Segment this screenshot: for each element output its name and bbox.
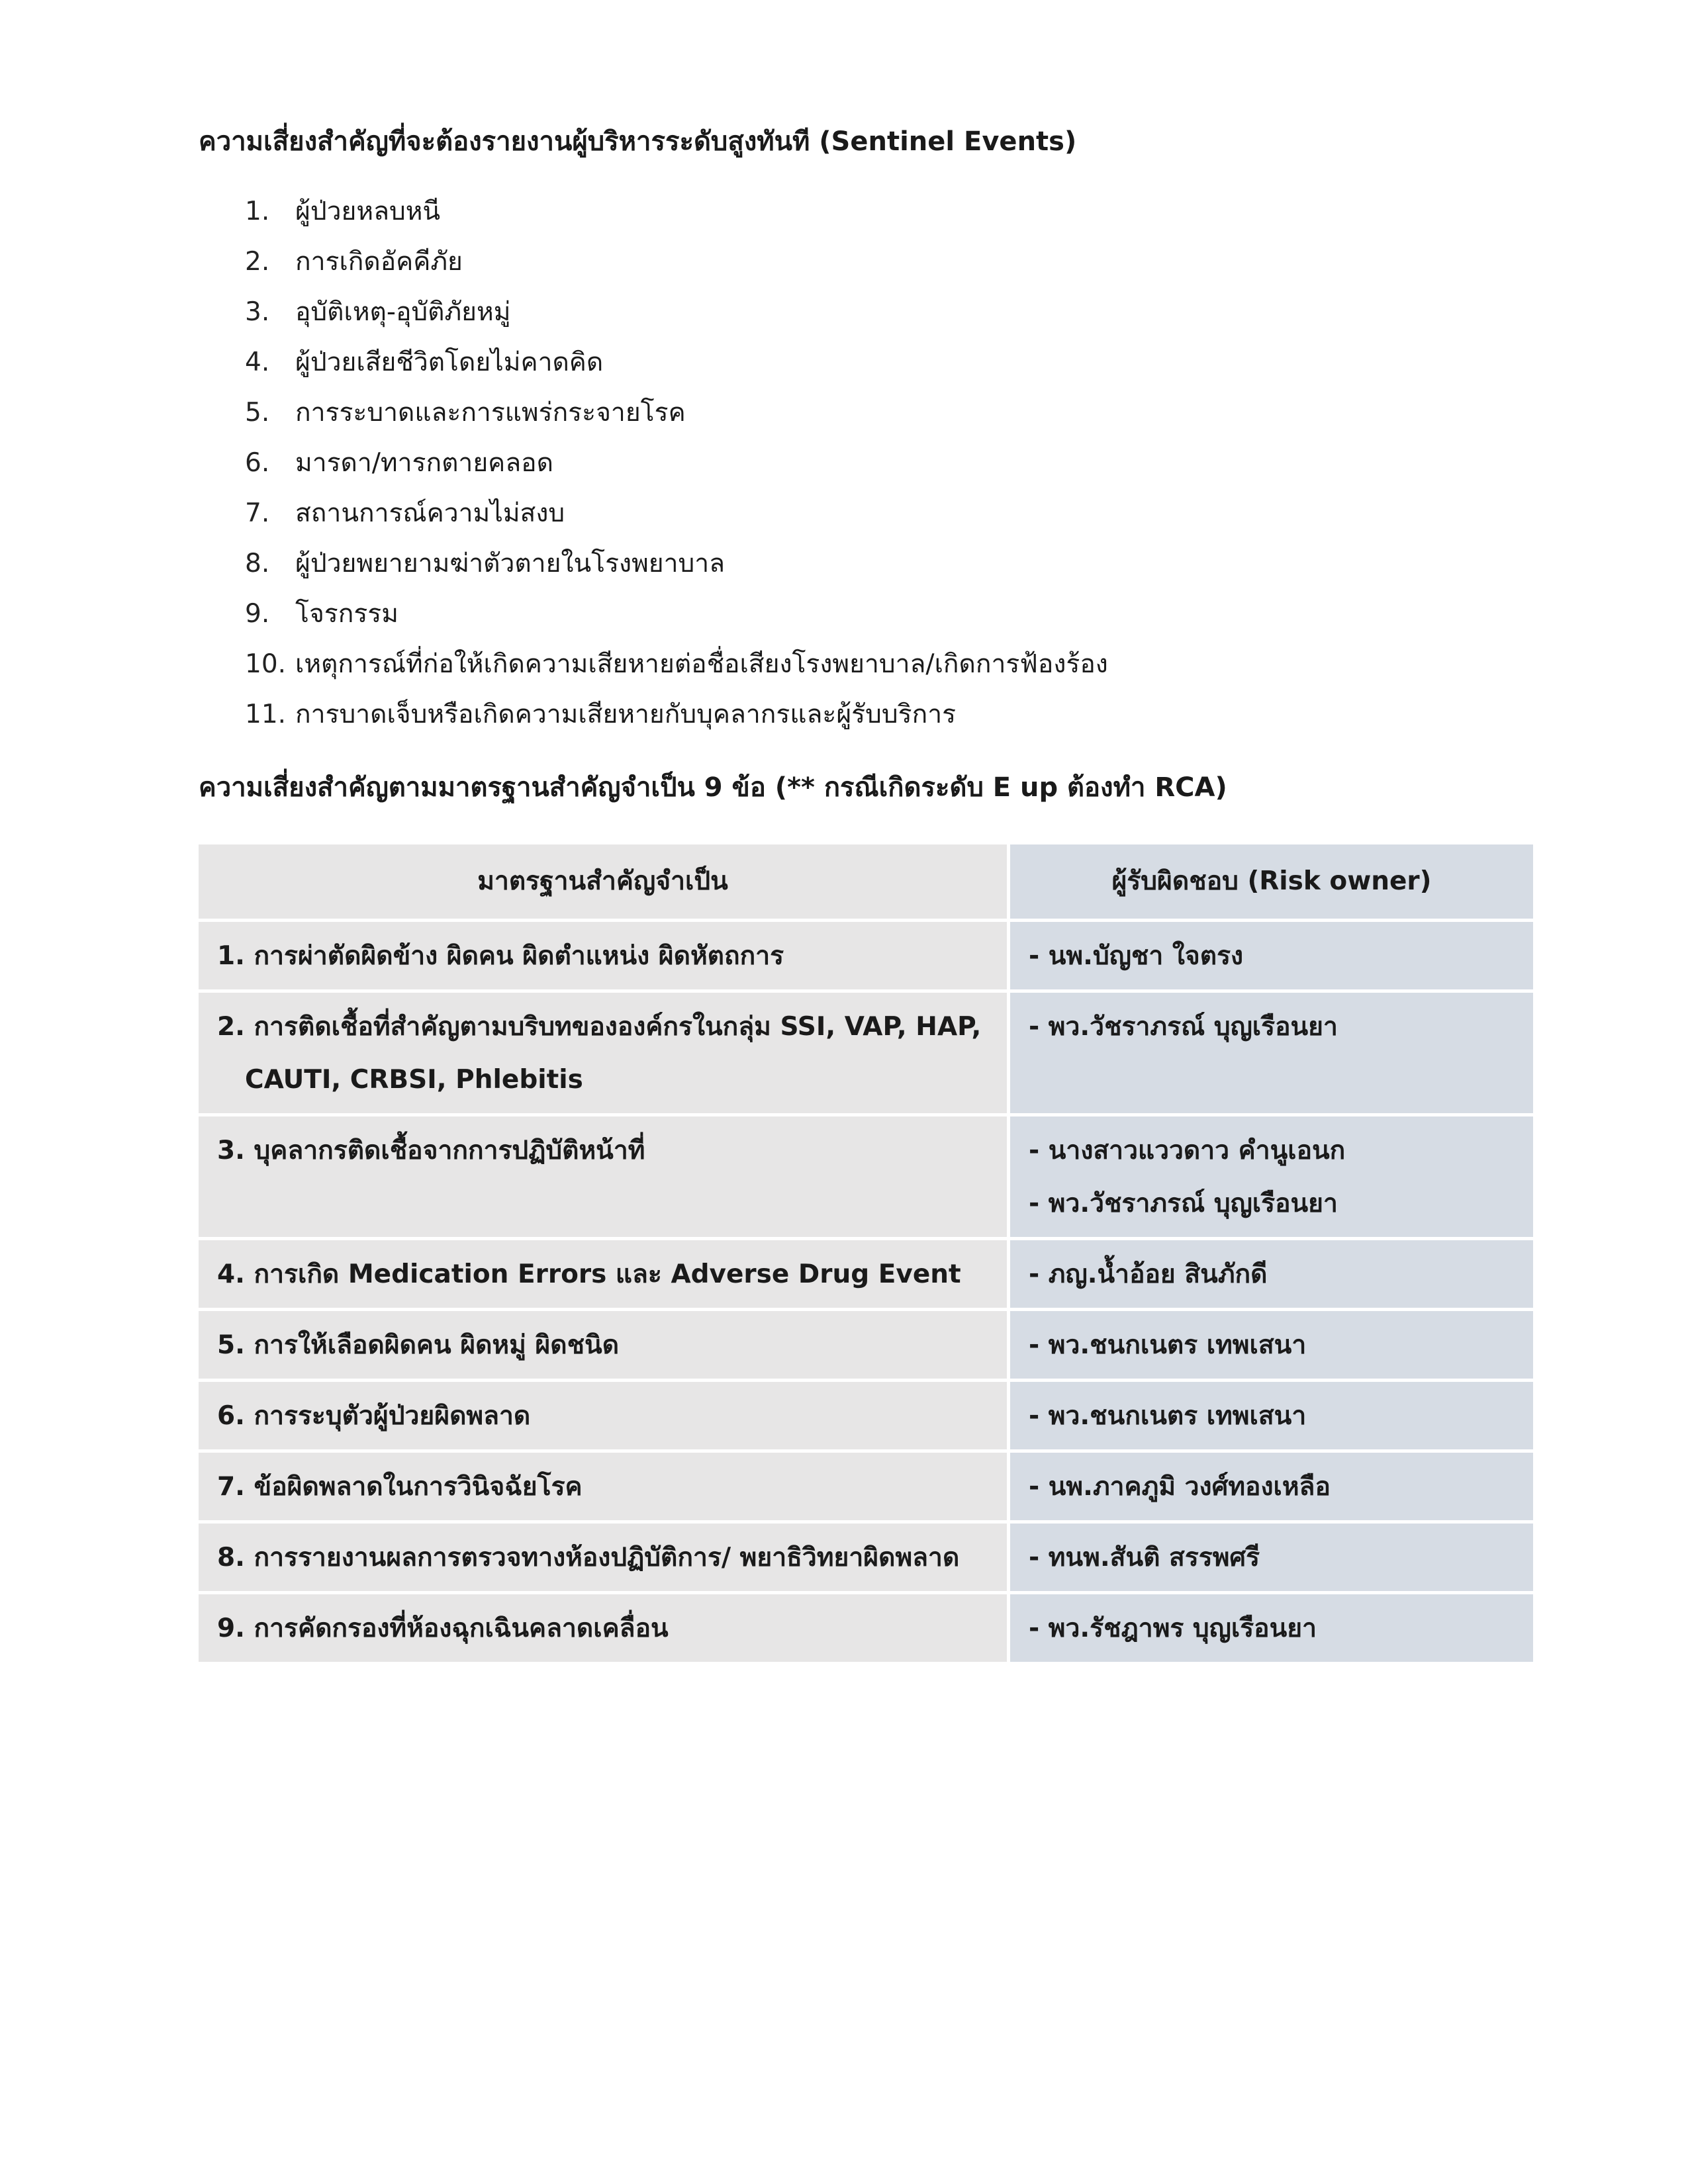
owner-name: - นพ.บัญชา ใจตรง xyxy=(1029,941,1244,971)
table-row xyxy=(199,922,1533,993)
owner-name: - พว.ชนกเนตร เทพเสนา xyxy=(1029,1330,1307,1360)
owner-cell xyxy=(1010,1382,1533,1453)
table-row xyxy=(199,1382,1533,1453)
standard-text: 7. ข้อผิดพลาดในการวินิจฉัยโรค xyxy=(217,1472,583,1502)
standard-text: 2. การติดเชื้อที่สำคัญตามบริบทขององค์กรในกลุ่ม SSI, VAP, HAP, xyxy=(217,1012,982,1042)
standard-cell xyxy=(199,1524,1010,1594)
owner-name: - ภญ.น้ำอ้อย สินภักดี xyxy=(1029,1259,1268,1289)
list-item xyxy=(245,596,1108,646)
sentinel-events-list xyxy=(245,193,1108,747)
list-number: 5. xyxy=(245,398,270,428)
list-text: สถานการณ์ความไม่สงบ xyxy=(295,498,565,528)
standard-text-continued: CAUTI, CRBSI, Phlebitis xyxy=(245,1065,583,1095)
table-row xyxy=(199,1116,1533,1240)
list-text: อุบัติเหตุ-อุบัติภัยหมู่ xyxy=(295,297,511,327)
header-standard: มาตรฐานสำคัญจำเป็น xyxy=(199,844,1010,922)
list-text: ผู้ป่วยหลบหนี xyxy=(295,197,441,226)
list-item xyxy=(245,294,1108,344)
list-number: 4. xyxy=(245,347,270,377)
standard-text: 6. การระบุตัวผู้ป่วยผิดพลาด xyxy=(217,1401,531,1431)
owner-name: - ทนพ.สันติ สรรพศรี xyxy=(1029,1543,1260,1572)
standard-cell xyxy=(199,1453,1010,1524)
standard-cell xyxy=(199,993,1010,1116)
list-number: 8. xyxy=(245,549,270,578)
list-number: 2. xyxy=(245,247,270,277)
owner-name: - พว.รัชฎาพร บุญเรือนยา xyxy=(1029,1614,1317,1643)
table-row xyxy=(199,1524,1533,1594)
list-item xyxy=(245,545,1108,596)
list-item xyxy=(245,244,1108,294)
list-number: 6. xyxy=(245,448,270,478)
list-item xyxy=(245,344,1108,394)
owner-cell xyxy=(1010,1524,1533,1594)
list-number: 3. xyxy=(245,297,270,327)
standard-cell xyxy=(199,1116,1010,1240)
list-number: 9. xyxy=(245,599,270,629)
list-number: 7. xyxy=(245,498,270,528)
list-text: ผู้ป่วยเสียชีวิตโดยไม่คาดคิด xyxy=(295,347,604,377)
list-number: 11. xyxy=(245,700,287,729)
standard-text: 8. การรายงานผลการตรวจทางห้องปฏิบัติการ/ พยาธิวิทยาผิดพลาด xyxy=(217,1543,960,1572)
owner-cell xyxy=(1010,922,1533,993)
standard-cell xyxy=(199,1240,1010,1311)
list-text: การระบาดและการแพร่กระจายโรค xyxy=(295,398,686,428)
standard-text: 5. การให้เลือดผิดคน ผิดหมู่ ผิดชนิด xyxy=(217,1330,620,1360)
list-item xyxy=(245,495,1108,545)
list-text: โจรกรรม xyxy=(295,599,399,629)
owner-name: - นางสาวแววดาว คำนูเอนก xyxy=(1029,1136,1346,1165)
table-row xyxy=(199,1453,1533,1524)
standard-text: 4. การเกิด Medication Errors และ Adverse Drug Event xyxy=(217,1259,961,1289)
owner-name: - นพ.ภาคภูมิ วงศ์ทองเหลือ xyxy=(1029,1472,1331,1502)
list-item xyxy=(245,696,1108,747)
standard-cell xyxy=(199,922,1010,993)
list-item xyxy=(245,445,1108,495)
list-number: 10. xyxy=(245,649,287,679)
owner-name: - พว.วัชราภรณ์ บุญเรือนยา xyxy=(1029,1189,1338,1218)
list-text: การบาดเจ็บหรือเกิดความเสียหายกับบุคลากรและผู้รับบริการ xyxy=(295,700,957,729)
owner-cell xyxy=(1010,993,1533,1116)
list-number: 1. xyxy=(245,197,270,226)
standard-text: 3. บุคลากรติดเชื้อจากการปฏิบัติหน้าที่ xyxy=(217,1136,645,1165)
owner-cell xyxy=(1010,1311,1533,1382)
risk-owner-table xyxy=(199,844,1533,1665)
list-text: การเกิดอัคคีภัย xyxy=(295,247,463,277)
list-text: เหตุการณ์ที่ก่อให้เกิดความเสียหายต่อชื่อเสียงโรงพยาบาล/เกิดการฟ้องร้อง xyxy=(295,649,1108,679)
standard-cell xyxy=(199,1311,1010,1382)
essential-standards-heading: ความเสี่ยงสำคัญตามมาตรฐานสำคัญจำเป็น 9 ข้อ (** กรณีเกิดระดับ E up ต้องทำ RCA) xyxy=(199,772,1227,803)
owner-cell xyxy=(1010,1240,1533,1311)
owner-cell xyxy=(1010,1594,1533,1665)
list-text: มารดา/ทารกตายคลอด xyxy=(295,448,553,478)
sentinel-events-heading: ความเสี่ยงสำคัญที่จะต้องรายงานผู้บริหารระดับสูงทันที (Sentinel Events) xyxy=(199,126,1077,157)
standard-cell xyxy=(199,1382,1010,1453)
table-header-row xyxy=(199,844,1533,922)
owner-name: - พว.ชนกเนตร เทพเสนา xyxy=(1029,1401,1307,1431)
owner-cell xyxy=(1010,1116,1533,1240)
list-item xyxy=(245,646,1108,696)
owner-name: - พว.วัชราภรณ์ บุญเรือนยา xyxy=(1029,1012,1338,1042)
header-risk-owner: ผู้รับผิดชอบ (Risk owner) xyxy=(1010,844,1533,922)
list-text: ผู้ป่วยพยายามฆ่าตัวตายในโรงพยาบาล xyxy=(295,549,726,578)
standard-text: 9. การคัดกรองที่ห้องฉุกเฉินคลาดเคลื่อน xyxy=(217,1614,669,1643)
list-item xyxy=(245,193,1108,244)
owner-cell xyxy=(1010,1453,1533,1524)
list-item xyxy=(245,394,1108,445)
standard-cell xyxy=(199,1594,1010,1665)
table-row xyxy=(199,1240,1533,1311)
standard-text: 1. การผ่าตัดผิดข้าง ผิดคน ผิดตำแหน่ง ผิดหัตถการ xyxy=(217,941,784,971)
table-row xyxy=(199,1311,1533,1382)
table-row xyxy=(199,1594,1533,1665)
table-row xyxy=(199,993,1533,1116)
